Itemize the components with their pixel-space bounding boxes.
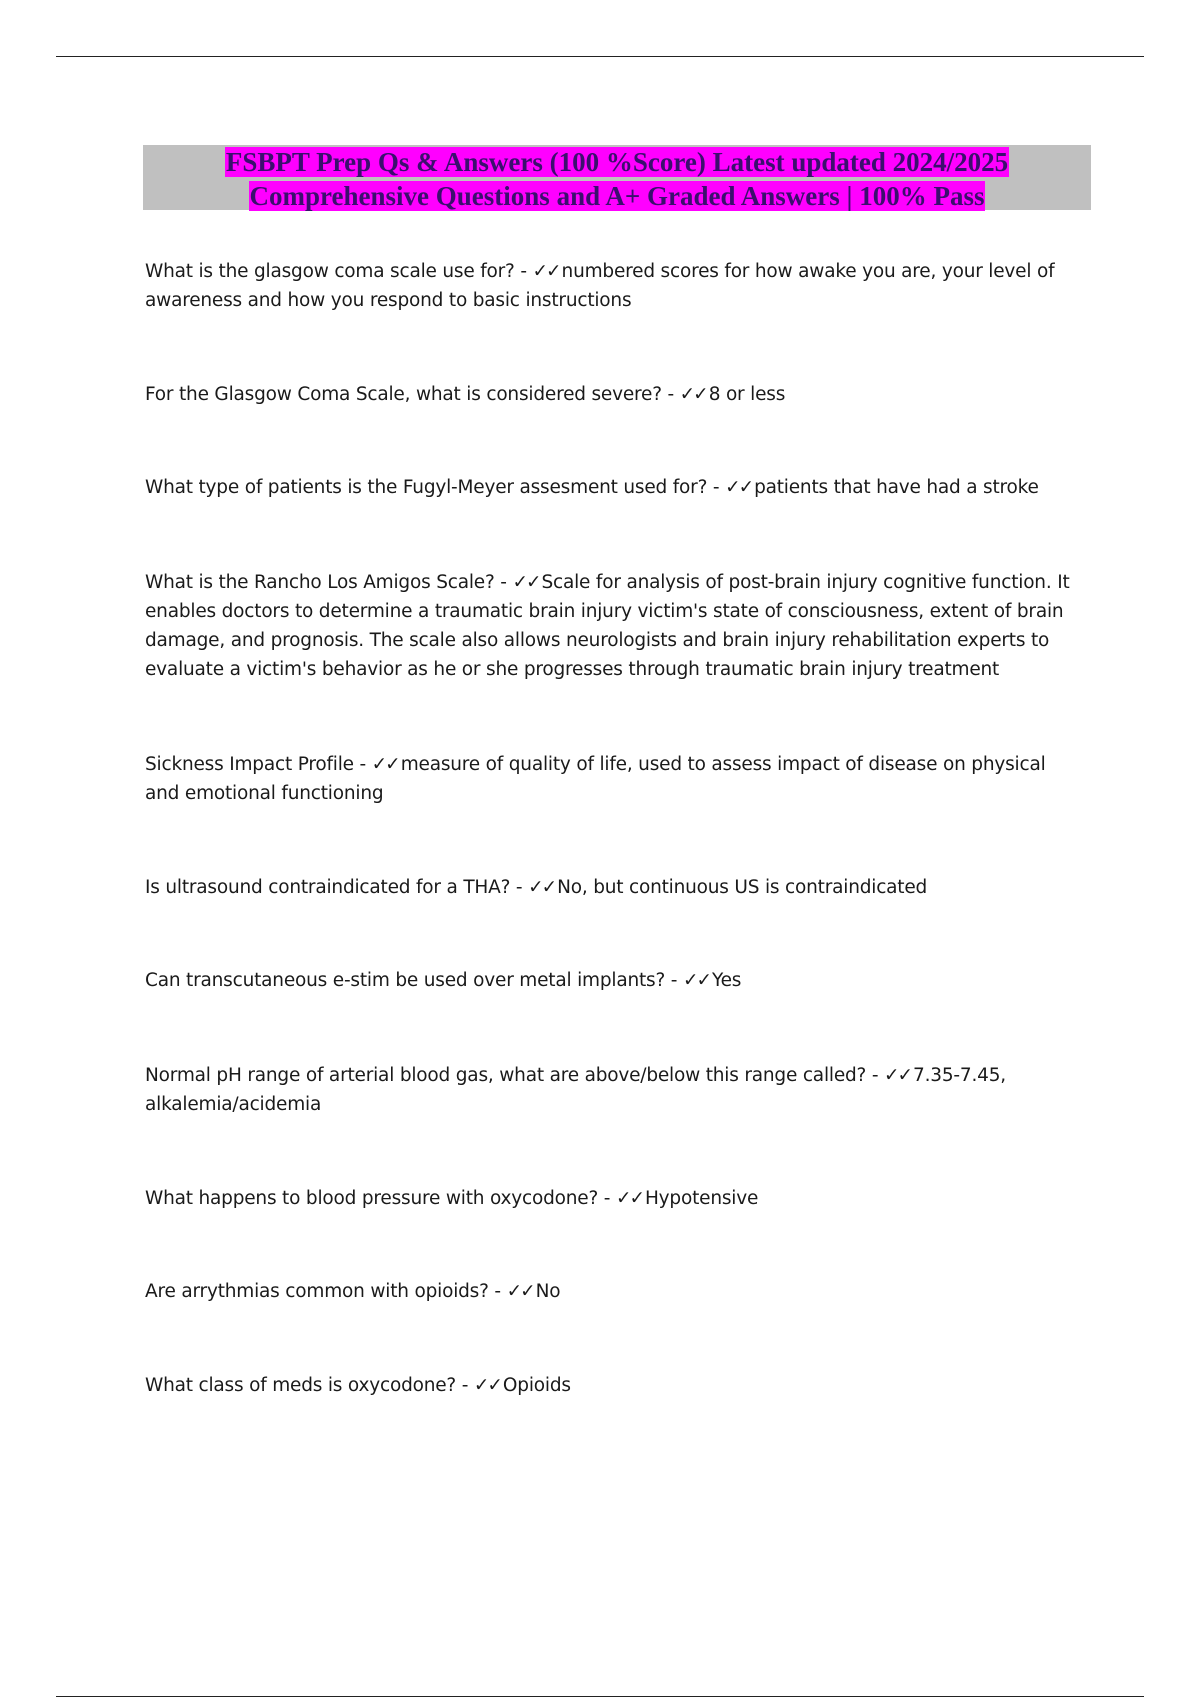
qa-question: What type of patients is the Fugyl-Meyer assesment used for?: [145, 477, 708, 498]
qa-question: For the Glasgow Coma Scale, what is considered severe?: [145, 384, 662, 405]
qa-separator: -: [598, 1188, 616, 1209]
document-title: [143, 145, 1091, 210]
double-check-icon: ✓✓: [679, 384, 707, 405]
qa-item: [145, 1184, 1080, 1213]
qa-separator: -: [353, 754, 372, 775]
double-check-icon: ✓✓: [473, 1375, 501, 1396]
qa-item: [145, 568, 1080, 684]
double-check-icon: ✓✓: [682, 970, 710, 991]
qa-item: [145, 750, 1080, 808]
qa-answer: patients that have had a stroke: [754, 477, 1039, 498]
qa-answer: Scale for analysis of post-brain injury cognitive function. It enables doctors to determine a traumatic brain injury victim's state of consciousness, extent of brain damage, and prognosis. The scale also allows neurologists and brain injury rehabilitation experts to evaluate a victim's behavior as he or she progresses through traumatic brain injury treatment: [145, 572, 1070, 680]
bottom-rule: [56, 1696, 1144, 1697]
qa-item: [145, 473, 1080, 502]
qa-separator: -: [665, 970, 683, 991]
qa-separator: -: [510, 877, 529, 898]
qa-separator: -: [494, 572, 513, 593]
qa-question: What is the glasgow coma scale use for?: [145, 261, 515, 282]
qa-separator: -: [488, 1281, 507, 1302]
qa-question: What is the Rancho Los Amigos Scale?: [145, 572, 495, 593]
qa-question: Sickness Impact Profile: [145, 754, 354, 775]
qa-item: [145, 873, 1080, 902]
qa-question: Can transcutaneous e-stim be used over metal implants?: [145, 970, 666, 991]
double-check-icon: ✓✓: [532, 261, 560, 282]
qa-question: Are arrythmias common with opioids?: [145, 1281, 489, 1302]
double-check-icon: ✓✓: [506, 1281, 534, 1302]
qa-separator: -: [456, 1375, 474, 1396]
qa-answer: numbered scores for how awake you are, your level of awareness and how you respond to basic instructions: [145, 261, 1055, 311]
qa-question: Is ultrasound contraindicated for a THA?: [145, 877, 511, 898]
qa-answer: No: [535, 1281, 561, 1302]
qa-answer: No, but continuous US is contraindicated: [557, 877, 928, 898]
qa-answer: Hypotensive: [644, 1188, 759, 1209]
qa-question: What happens to blood pressure with oxycodone?: [145, 1188, 599, 1209]
double-check-icon: ✓✓: [528, 877, 556, 898]
double-check-icon: ✓✓: [512, 572, 540, 593]
double-check-icon: ✓✓: [615, 1188, 643, 1209]
title-line-2: Comprehensive Questions and A+ Graded Answers | 100% Pass: [249, 181, 985, 211]
top-rule: [56, 56, 1144, 57]
qa-item: [145, 1371, 1080, 1400]
qa-question: Normal pH range of arterial blood gas, what are above/below this range called?: [145, 1065, 867, 1086]
qa-answer: measure of quality of life, used to assess impact of disease on physical and emotional functioning: [145, 754, 1046, 804]
qa-item: [145, 257, 1080, 315]
qa-separator: -: [707, 477, 726, 498]
qa-answer: Opioids: [502, 1375, 571, 1396]
qa-question: What class of meds is oxycodone?: [145, 1375, 457, 1396]
qa-answer: 7.35-7.45, alkalemia/acidemia: [145, 1065, 1006, 1115]
title-line-1: FSBPT Prep Qs & Answers (100 %Score) Latest updated 2024/2025: [225, 147, 1009, 177]
qa-separator: -: [514, 261, 533, 282]
double-check-icon: ✓✓: [371, 754, 399, 775]
qa-answer: Yes: [711, 970, 742, 991]
qa-item: [145, 966, 1080, 995]
qa-answer: 8 or less: [708, 384, 786, 405]
qa-separator: -: [661, 384, 680, 405]
qa-item: [145, 1061, 1080, 1119]
qa-item: [145, 380, 1080, 409]
qa-item: [145, 1277, 1080, 1306]
double-check-icon: ✓✓: [725, 477, 753, 498]
qa-separator: -: [866, 1065, 885, 1086]
double-check-icon: ✓✓: [884, 1065, 912, 1086]
